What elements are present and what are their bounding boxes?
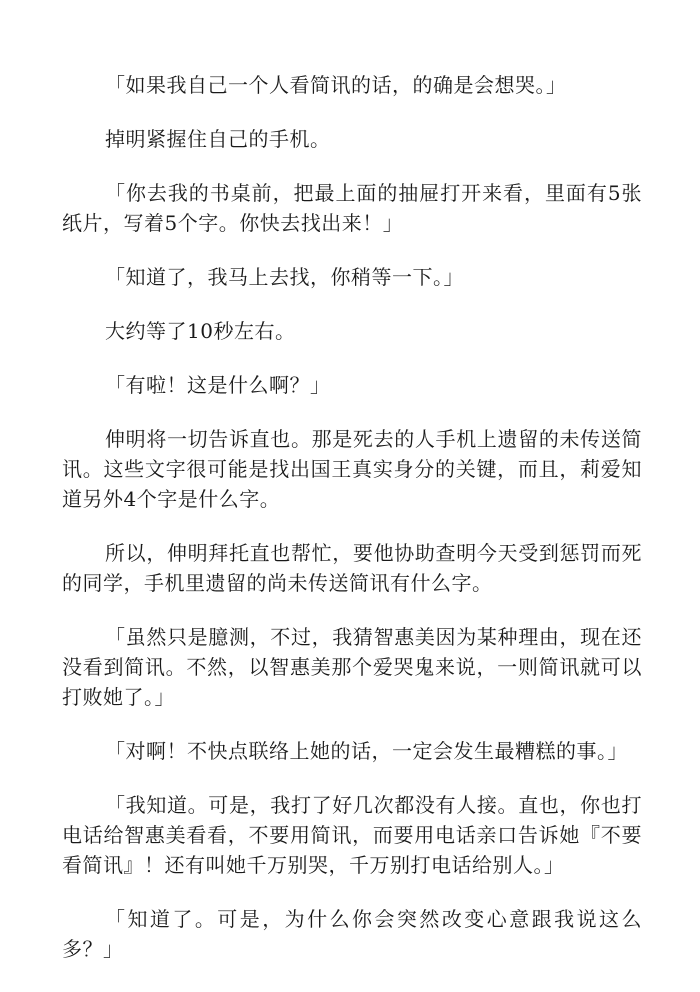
paragraph-5: 大约等了10秒左右。: [105, 319, 296, 343]
paragraph-1: 「如果我自己一个人看简讯的话，的确是会想哭。」: [105, 73, 567, 97]
paragraph-12: 「知道了。可是，为什么你会突然改变心意跟我说这么多？」: [62, 907, 642, 961]
paragraph-6: 「有啦！这是什么啊？」: [105, 373, 331, 397]
paragraph-11: 「我知道。可是，我打了好几次都没有人接。直也，你也打电话给智惠美看看，不要用简讯，而要用电话亲口告诉她『不要看简讯』！还有叫她千万别哭，千万别打电话给别人。」: [62, 793, 642, 877]
document-page: [62, 70, 642, 988]
paragraph-10: 「对啊！不快点联络上她的话，一定会发生最糟糕的事。」: [105, 739, 628, 763]
paragraph-4: 「知道了，我马上去找，你稍等一下。」: [105, 265, 464, 289]
paragraph-9: 「虽然只是臆测，不过，我猜智惠美因为某种理由，现在还没看到简讯。不然，以智惠美那个爱哭鬼来说，一则简讯就可以打败她了。」: [62, 625, 642, 709]
paragraph-3: 「你去我的书桌前，把最上面的抽屉打开来看，里面有5张纸片，写着5个字。你快去找出来！」: [62, 181, 642, 235]
paragraph-8: 所以，伸明拜托直也帮忙，要他协助查明今天受到惩罚而死的同学，手机里遗留的尚未传送简讯有什么字。: [62, 541, 642, 595]
paragraph-7: 伸明将一切告诉直也。那是死去的人手机上遗留的未传送简讯。这些文字很可能是找出国王真实身分的关键，而且，莉爱知道另外4个字是什么字。: [62, 427, 642, 511]
paragraph-2: 掉明紧握住自己的手机。: [105, 127, 331, 151]
